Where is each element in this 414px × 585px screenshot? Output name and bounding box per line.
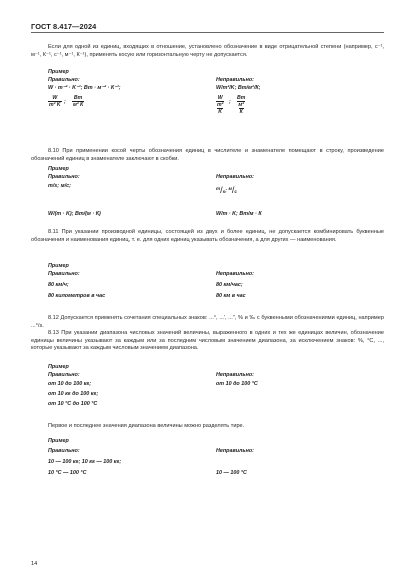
slash-mark: / <box>231 185 235 195</box>
example-label: Пример <box>48 364 69 370</box>
fraction-denominator: s <box>222 189 226 194</box>
incorrect-expression: 10 — 100 °C <box>216 470 247 476</box>
incorrect-label: Неправильно: <box>216 77 254 83</box>
incorrect-expression: 80 км в час <box>216 293 246 299</box>
example-label: Пример <box>48 263 69 269</box>
fraction-numerator: Вт <box>237 95 246 101</box>
paragraph-negative-exponent: Если для одной из единиц, входящих в отношение, установлено обозначение в виде отрицательной степени (например, с⁻¹, м⁻¹, К⁻¹, с⁻¹, м⁻¹, К⁻¹), применять косую или горизонтальную черту не допускается. <box>31 44 384 58</box>
paragraph-slash-usage: 8.10 При применении косой черты обозначения единиц в числителе и знаменателе помещают в строку, произведение обозначений единиц в знаменателе заключают в скобки. <box>31 148 384 162</box>
fraction-w-m2k <box>48 95 62 108</box>
separator: ; <box>229 99 231 105</box>
stacked-fraction-w <box>216 95 224 116</box>
correct-label: Правильно: <box>48 448 80 454</box>
example-label: Пример <box>48 438 69 444</box>
separator: ; <box>225 188 227 194</box>
correct-expression: W · m⁻² · K⁻¹; Вт · м⁻² · К⁻¹; <box>48 85 121 91</box>
example-label: Пример <box>48 69 69 75</box>
incorrect-label: Неправильно: <box>216 372 254 378</box>
fraction-numerator: м <box>228 186 232 191</box>
header-rule <box>31 32 384 33</box>
correct-label: Правильно: <box>48 77 80 83</box>
incorrect-label: Неправильно: <box>216 174 254 180</box>
correct-expression: W/(m · K); Вт/(м · К) <box>48 211 101 217</box>
fraction-numerator: W <box>217 95 223 101</box>
separator: ; <box>64 99 66 105</box>
paragraph-mixed-units: 8.11 При указании производной единицы, состоящей из двух и более единиц, не допускается комбинировать буквенные обозначения и наименования единиц, т. е. для одних единиц указывать обозначения, а для других — наименования. <box>31 229 384 243</box>
slash-mark: / <box>220 185 223 195</box>
correct-expression: от 10 до 100 кг; <box>48 381 92 387</box>
incorrect-label: Неправильно: <box>216 448 254 454</box>
correct-expression: от 10 °C до 100 °C <box>48 401 98 407</box>
correct-label: Правильно: <box>48 372 80 378</box>
correct-label: Правильно: <box>48 271 80 277</box>
example-label: Пример <box>48 166 69 172</box>
fraction-denominator: m² <box>217 102 224 109</box>
correct-expression: 10 — 100 кг; 10 кг — 100 кг; <box>48 459 122 465</box>
fraction-vt-m2k <box>72 95 84 108</box>
incorrect-expression: 80 км/час; <box>216 282 243 288</box>
fraction-denominator: с <box>234 189 237 194</box>
incorrect-expression: W/m²/K; Вт/м²/К; <box>216 85 261 91</box>
stacked-fraction-vt <box>236 95 246 116</box>
correct-expression: m/s; м/с; <box>48 183 71 189</box>
paragraph-special-signs: 8.12 Допускается применять сочетания специальных знаков: ...°, ...′, ...″, % и ‰ с буквенными обозначениями единиц, например ...°/s. <box>31 315 384 329</box>
paragraph-range-dash: Первое и последнее значения диапазона величины можно разделять тире. <box>48 423 245 429</box>
incorrect-label: Неправильно: <box>216 271 254 277</box>
standard-number: ГОСТ 8.417—2024 <box>31 22 97 31</box>
fraction-denominator: м² К <box>73 102 84 109</box>
correct-expression: 80 километров в час <box>48 293 106 299</box>
correct-label: Правильно: <box>48 174 80 180</box>
incorrect-expression: W/m · K; Вт/м · К <box>216 211 262 217</box>
incorrect-expression: от 10 до 100 °C <box>216 381 258 387</box>
fraction-numerator: Вт <box>73 95 83 101</box>
page-number: 14 <box>31 561 38 567</box>
fraction-denominator: К <box>239 109 243 116</box>
fraction-numerator: m <box>216 186 221 191</box>
paragraph-range-values: 8.13 При указании диапазона числовых значений величины, выраженного в одних и тех же единицах величин, обозначение единицы величины указывают за каждым или за последним числовым значением диапазона, за исключением знаков: %, °C, ..., которые указывают за каждым числовым значением диапазона. <box>31 330 384 352</box>
fraction-denominator: m² K <box>49 102 61 109</box>
correct-expression: 80 км/ч; <box>48 282 69 288</box>
fraction-numerator: W <box>52 95 58 101</box>
correct-expression: от 10 кг до 100 кг; <box>48 391 99 397</box>
slanted-fractions <box>216 184 237 194</box>
fraction-denominator: м² <box>238 102 244 109</box>
fraction-denominator: K <box>218 109 223 116</box>
correct-expression: 10 °C — 100 °C <box>48 470 87 476</box>
